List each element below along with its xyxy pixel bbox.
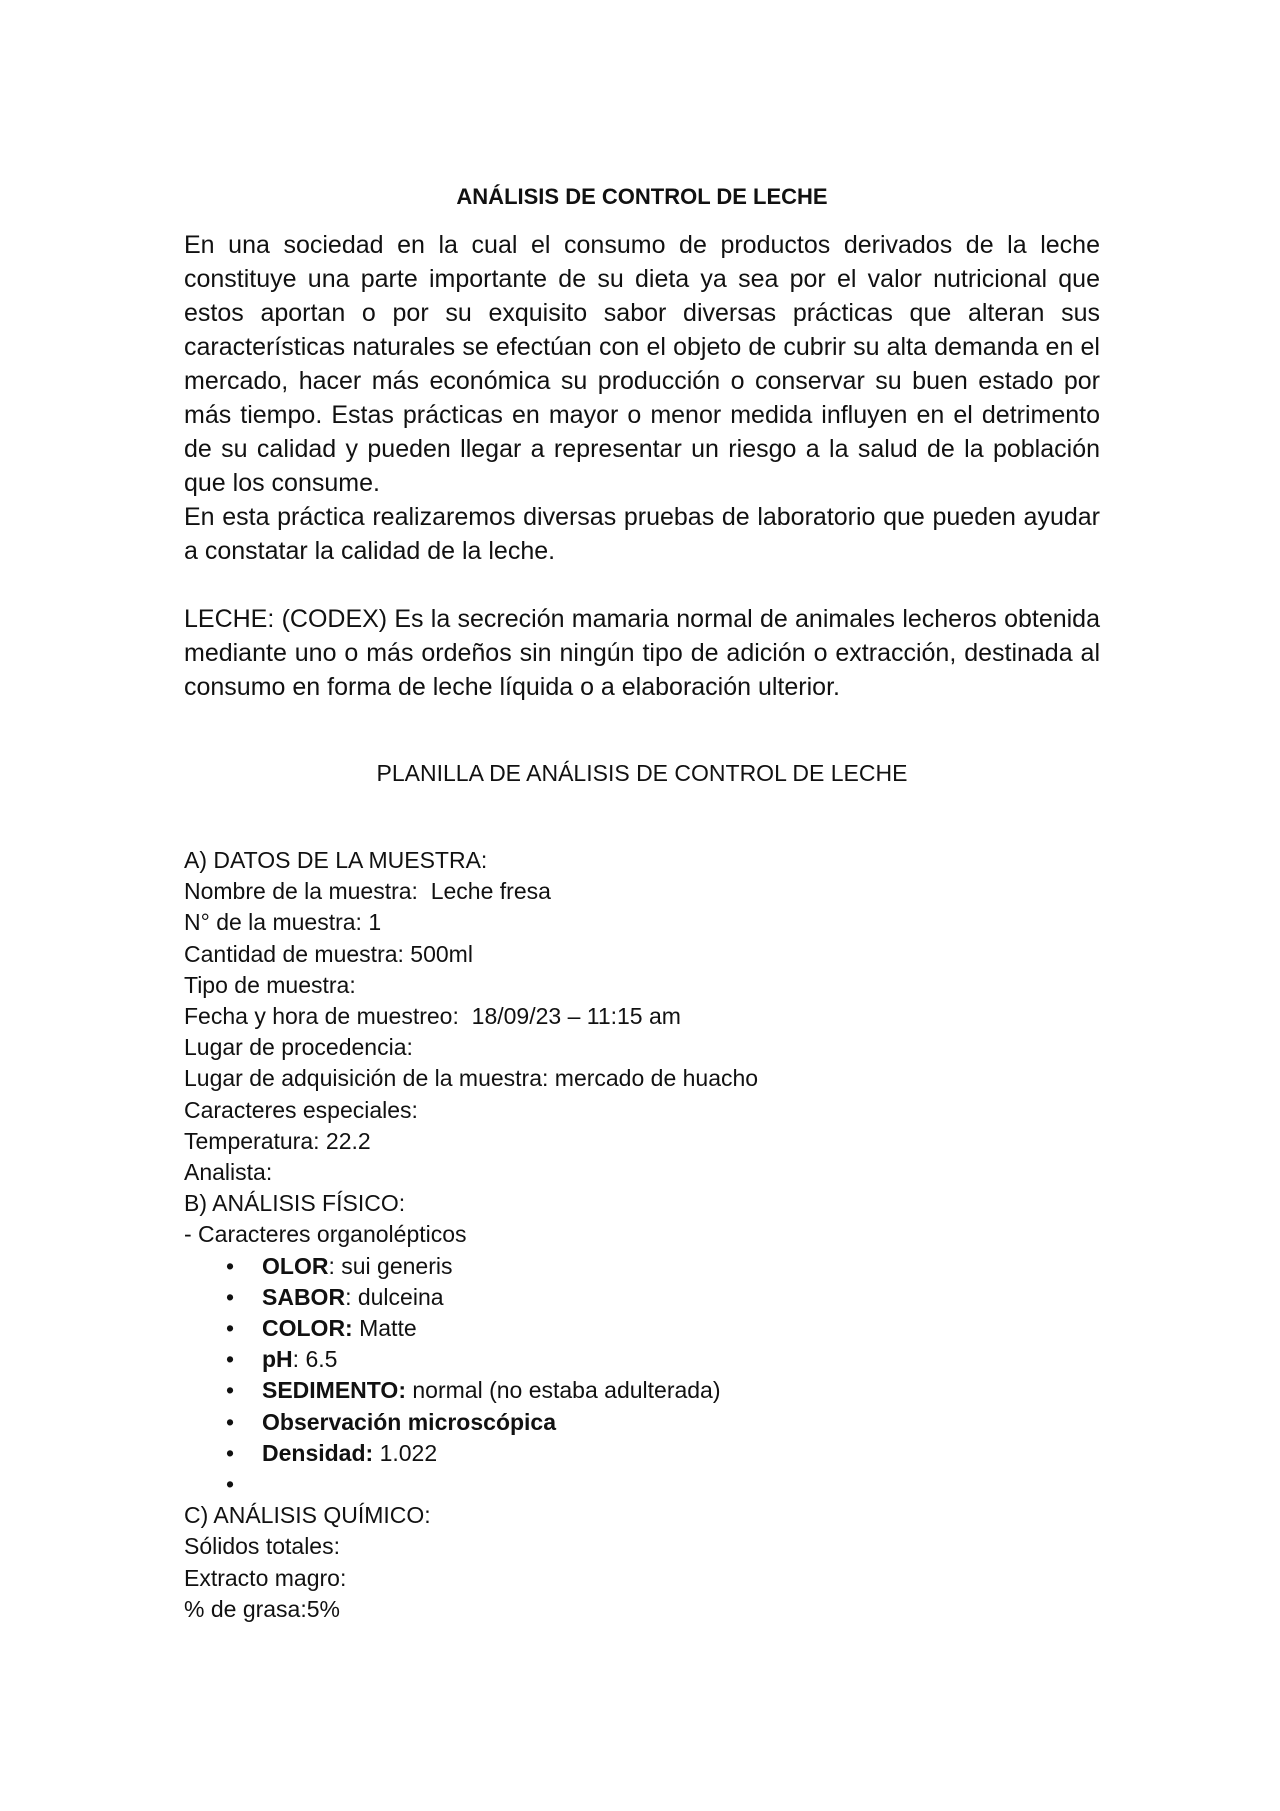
special-characters-line: Caracteres especiales:	[184, 1096, 418, 1123]
bullet-icon: •	[226, 1470, 235, 1497]
section-a-heading: A) DATOS DE LA MUESTRA:	[184, 847, 488, 873]
bullet-icon: •	[226, 1283, 235, 1310]
document-title: ANÁLISIS DE CONTROL DE LECHE	[456, 184, 828, 209]
section-c	[184, 1500, 1100, 1625]
item-label: SABOR	[262, 1283, 346, 1310]
item-label: COLOR:	[262, 1315, 353, 1342]
intro-paragraph-2: En esta práctica realizaremos diversas pruebas de laboratorio que pueden ayudar a constatar la calidad de la leche.	[184, 503, 1100, 565]
bullet-icon: •	[226, 1252, 235, 1279]
section-b-heading: B) ANÁLISIS FÍSICO:	[184, 1190, 406, 1217]
bullet-icon: •	[226, 1377, 235, 1404]
item-value: 1.022	[379, 1439, 438, 1466]
planilla-title: PLANILLA DE ANÁLISIS DE CONTROL DE LECHE	[376, 760, 908, 786]
temperature-line: Temperatura: 22.2	[184, 1127, 371, 1154]
item-label: Densidad:	[262, 1439, 374, 1466]
sample-name-line: Nombre de la muestra: Leche fresa	[184, 878, 551, 905]
list-item	[184, 1438, 1100, 1469]
list-item	[184, 1313, 1100, 1344]
item-value: Matte	[359, 1315, 417, 1342]
item-label: SEDIMENTO:	[262, 1377, 406, 1404]
fat-percentage-line: % de grasa:5%	[184, 1595, 340, 1622]
item-label: OLOR	[262, 1252, 329, 1279]
bullet-icon: •	[226, 1408, 235, 1435]
item-value: 6.5	[305, 1346, 338, 1373]
list-item: • OLOR: sui generis	[184, 1251, 1100, 1282]
list-item	[184, 1375, 1100, 1406]
total-solids-line: Sólidos totales:	[184, 1533, 340, 1560]
section-c-heading: C) ANÁLISIS QUÍMICO:	[184, 1502, 431, 1529]
sample-quantity-line: Cantidad de muestra: 500ml	[184, 940, 473, 967]
analysis-form	[184, 845, 1100, 1625]
section-b	[184, 1188, 1100, 1500]
lean-extract-line: Extracto magro:	[184, 1564, 347, 1591]
bullet-icon: •	[226, 1346, 235, 1373]
bullet-icon: •	[226, 1439, 235, 1466]
item-label: Observación microscópica	[262, 1408, 557, 1435]
section-a	[184, 845, 1100, 1188]
physical-analysis-list	[184, 1251, 1100, 1501]
document-page	[184, 182, 1100, 1625]
bullet-icon: •	[226, 1315, 235, 1342]
item-value: sui generis	[341, 1252, 453, 1279]
list-item	[184, 1407, 1100, 1438]
list-item: • pH: 6.5	[184, 1344, 1100, 1375]
sample-type-line: Tipo de muestra:	[184, 971, 356, 998]
sample-number-line: N° de la muestra: 1	[184, 909, 382, 936]
acquisition-place-line: Lugar de adquisición de la muestra: mercado de huacho	[184, 1065, 759, 1092]
analyst-line: Analista:	[184, 1159, 273, 1186]
list-item	[184, 1469, 1100, 1500]
item-label: pH	[262, 1346, 293, 1373]
milk-definition: LECHE: (CODEX) Es la secreción mamaria normal de animales lecheros obtenida mediante uno o más ordeños sin ningún tipo de adición o extracción, destinada al consumo en forma de leche líquida o a elaboración ulterior.	[184, 605, 1100, 701]
sampling-datetime-line: Fecha y hora de muestreo: 18/09/23 – 11:15 am	[184, 1003, 681, 1030]
origin-place-line: Lugar de procedencia:	[184, 1034, 413, 1061]
organoleptic-subheading: - Caracteres organolépticos	[184, 1221, 467, 1248]
intro-paragraph-1: En una sociedad en la cual el consumo de productos derivados de la leche constituye una parte importante de su dieta ya sea por el valor nutricional que estos aportan o por su exquisito sabor diversas prácticas que alteran sus características naturales se efectúan con el objeto de cubrir su alta demanda en el mercado, hacer más económica su producción o conservar su buen estado por más tiempo. Estas prácticas en mayor o menor medida influyen en el detrimento de su calidad y pueden llegar a representar un riesgo a la salud de la población que los consume.	[184, 231, 1100, 497]
list-item: • SABOR: dulceina	[184, 1282, 1100, 1313]
item-value: normal (no estaba adulterada)	[412, 1377, 721, 1404]
item-value: dulceina	[357, 1283, 444, 1310]
